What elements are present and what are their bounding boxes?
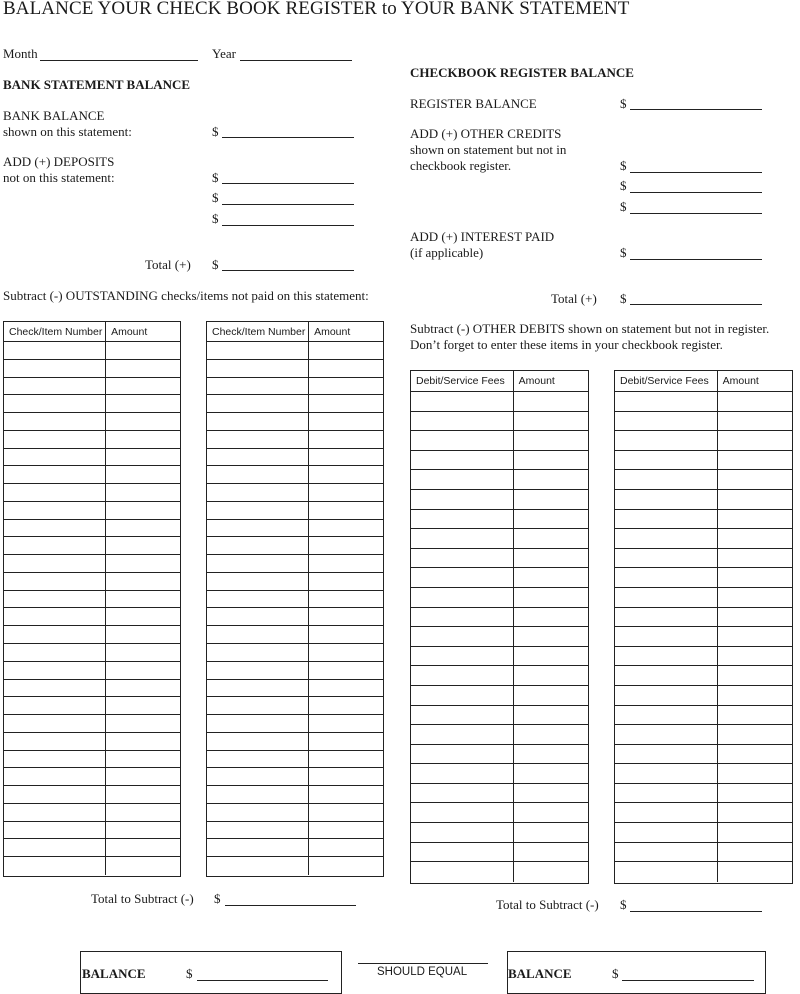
item-number-cell[interactable] bbox=[4, 573, 106, 591]
amount-cell[interactable] bbox=[309, 466, 383, 484]
bank-statement-heading: BANK STATEMENT BALANCE bbox=[3, 77, 191, 92]
item-number-cell[interactable] bbox=[411, 412, 514, 432]
item-number-cell[interactable] bbox=[615, 510, 718, 530]
credits-sublabel: shown on statement but not in bbox=[410, 142, 567, 157]
amount-cell[interactable] bbox=[309, 715, 383, 733]
column-header: Amount bbox=[106, 322, 180, 342]
amount-cell[interactable] bbox=[309, 573, 383, 591]
amount-cell[interactable] bbox=[309, 733, 383, 751]
amount-cell[interactable] bbox=[718, 529, 792, 549]
item-number-cell[interactable] bbox=[207, 608, 309, 626]
amount-cell[interactable] bbox=[514, 470, 588, 490]
outstanding-table-1 bbox=[3, 321, 181, 877]
amount-cell[interactable] bbox=[718, 764, 792, 784]
column-header: Debit/Service Fees bbox=[411, 371, 514, 392]
dollar-sign: $ bbox=[620, 897, 627, 912]
amount-cell[interactable] bbox=[718, 666, 792, 686]
deposit-field[interactable] bbox=[222, 225, 354, 226]
credits-sublabel-2: checkbook register. bbox=[410, 158, 512, 173]
item-number-cell[interactable] bbox=[207, 662, 309, 680]
amount-cell[interactable] bbox=[106, 644, 180, 662]
column-header: Amount bbox=[309, 322, 383, 342]
credit-field[interactable] bbox=[630, 172, 762, 173]
item-number-cell[interactable] bbox=[615, 823, 718, 843]
dollar-sign: $ bbox=[214, 891, 221, 906]
amount-cell[interactable] bbox=[106, 342, 180, 360]
item-number-cell[interactable] bbox=[207, 680, 309, 698]
amount-cell[interactable] bbox=[718, 803, 792, 823]
final-bank-balance-field[interactable] bbox=[197, 980, 328, 981]
amount-cell[interactable] bbox=[309, 697, 383, 715]
item-number-cell[interactable] bbox=[207, 626, 309, 644]
amount-cell[interactable] bbox=[514, 647, 588, 667]
item-number-cell[interactable] bbox=[207, 644, 309, 662]
item-number-cell[interactable] bbox=[411, 451, 514, 471]
item-number-cell[interactable] bbox=[4, 413, 106, 431]
register-total-subtract-field[interactable] bbox=[630, 911, 762, 912]
amount-cell[interactable] bbox=[718, 451, 792, 471]
dollar-sign: $ bbox=[212, 211, 219, 226]
amount-cell[interactable] bbox=[309, 751, 383, 769]
amount-cell[interactable] bbox=[106, 680, 180, 698]
item-number-cell[interactable] bbox=[4, 697, 106, 715]
bank-balance-label: BANK BALANCE bbox=[3, 108, 105, 123]
amount-cell[interactable] bbox=[718, 392, 792, 412]
item-number-cell[interactable] bbox=[615, 608, 718, 628]
amount-cell[interactable] bbox=[309, 449, 383, 467]
deposit-field[interactable] bbox=[222, 204, 354, 205]
credits-label: ADD (+) OTHER CREDITS bbox=[410, 126, 562, 141]
amount-cell[interactable] bbox=[514, 764, 588, 784]
amount-cell[interactable] bbox=[718, 608, 792, 628]
outstanding-table-2 bbox=[206, 321, 384, 877]
amount-cell[interactable] bbox=[514, 823, 588, 843]
amount-cell[interactable] bbox=[514, 510, 588, 530]
item-number-cell[interactable] bbox=[411, 490, 514, 510]
bank-total-subtract-field[interactable] bbox=[225, 905, 356, 906]
amount-cell[interactable] bbox=[718, 823, 792, 843]
item-number-cell[interactable] bbox=[4, 449, 106, 467]
register-total-field[interactable] bbox=[630, 304, 762, 305]
item-number-cell[interactable] bbox=[207, 715, 309, 733]
item-number-cell[interactable] bbox=[411, 784, 514, 804]
item-number-cell[interactable] bbox=[615, 529, 718, 549]
amount-cell[interactable] bbox=[309, 608, 383, 626]
amount-cell[interactable] bbox=[718, 490, 792, 510]
item-number-cell[interactable] bbox=[4, 395, 106, 413]
item-number-cell[interactable] bbox=[207, 733, 309, 751]
column-header: Amount bbox=[514, 371, 588, 392]
item-number-cell[interactable] bbox=[615, 627, 718, 647]
item-number-cell[interactable] bbox=[615, 686, 718, 706]
item-number-cell[interactable] bbox=[411, 568, 514, 588]
item-number-cell[interactable] bbox=[4, 591, 106, 609]
item-number-cell[interactable] bbox=[207, 520, 309, 538]
bank-balance-box bbox=[80, 951, 342, 994]
item-number-cell[interactable] bbox=[411, 529, 514, 549]
amount-cell[interactable] bbox=[106, 839, 180, 857]
amount-cell[interactable] bbox=[309, 413, 383, 431]
amount-cell[interactable] bbox=[514, 725, 588, 745]
amount-cell[interactable] bbox=[718, 412, 792, 432]
amount-cell[interactable] bbox=[309, 395, 383, 413]
amount-cell[interactable] bbox=[309, 555, 383, 573]
item-number-cell[interactable] bbox=[615, 862, 718, 882]
item-number-cell[interactable] bbox=[207, 573, 309, 591]
amount-cell[interactable] bbox=[309, 342, 383, 360]
item-number-cell[interactable] bbox=[4, 431, 106, 449]
register-balance-label: REGISTER BALANCE bbox=[410, 96, 537, 111]
item-number-cell[interactable] bbox=[615, 666, 718, 686]
item-number-cell[interactable] bbox=[4, 360, 106, 378]
item-number-cell[interactable] bbox=[411, 392, 514, 412]
amount-cell[interactable] bbox=[514, 431, 588, 451]
amount-cell[interactable] bbox=[718, 725, 792, 745]
item-number-cell[interactable] bbox=[4, 733, 106, 751]
register-balance-box bbox=[507, 951, 766, 994]
item-number-cell[interactable] bbox=[207, 413, 309, 431]
amount-cell[interactable] bbox=[514, 529, 588, 549]
item-number-cell[interactable] bbox=[4, 715, 106, 733]
amount-cell[interactable] bbox=[106, 360, 180, 378]
item-number-cell[interactable] bbox=[4, 662, 106, 680]
item-number-cell[interactable] bbox=[411, 470, 514, 490]
dollar-sign: $ bbox=[620, 291, 627, 306]
item-number-cell[interactable] bbox=[615, 490, 718, 510]
amount-cell[interactable] bbox=[718, 686, 792, 706]
item-number-cell[interactable] bbox=[615, 647, 718, 667]
item-number-cell[interactable] bbox=[411, 706, 514, 726]
amount-cell[interactable] bbox=[106, 484, 180, 502]
item-number-cell[interactable] bbox=[207, 342, 309, 360]
dollar-sign: $ bbox=[212, 124, 219, 139]
amount-cell[interactable] bbox=[309, 360, 383, 378]
interest-sublabel: (if applicable) bbox=[410, 245, 484, 260]
amount-cell[interactable] bbox=[106, 768, 180, 786]
item-number-cell[interactable] bbox=[411, 725, 514, 745]
debits-table-2 bbox=[614, 370, 793, 884]
column-header: Debit/Service Fees bbox=[615, 371, 718, 392]
year-field[interactable] bbox=[240, 60, 352, 61]
item-number-cell[interactable] bbox=[4, 804, 106, 822]
item-number-cell[interactable] bbox=[411, 608, 514, 628]
amount-cell[interactable] bbox=[718, 470, 792, 490]
year-label: Year bbox=[212, 46, 236, 61]
amount-cell[interactable] bbox=[106, 431, 180, 449]
bank-total-label: Total (+) bbox=[145, 257, 191, 272]
amount-cell[interactable] bbox=[106, 733, 180, 751]
amount-cell[interactable] bbox=[309, 626, 383, 644]
amount-cell[interactable] bbox=[106, 751, 180, 769]
dollar-sign: $ bbox=[186, 966, 193, 981]
item-number-cell[interactable] bbox=[207, 360, 309, 378]
item-number-cell[interactable] bbox=[411, 588, 514, 608]
amount-cell[interactable] bbox=[718, 843, 792, 863]
interest-field[interactable] bbox=[630, 259, 762, 260]
dollar-sign: $ bbox=[212, 190, 219, 205]
item-number-cell[interactable] bbox=[615, 412, 718, 432]
item-number-cell[interactable] bbox=[4, 484, 106, 502]
amount-cell[interactable] bbox=[514, 392, 588, 412]
bank-total-field[interactable] bbox=[222, 270, 354, 271]
item-number-cell[interactable] bbox=[207, 449, 309, 467]
item-number-cell[interactable] bbox=[615, 470, 718, 490]
amount-cell[interactable] bbox=[718, 706, 792, 726]
item-number-cell[interactable] bbox=[615, 764, 718, 784]
item-number-cell[interactable] bbox=[207, 502, 309, 520]
amount-cell[interactable] bbox=[309, 502, 383, 520]
item-number-cell[interactable] bbox=[207, 431, 309, 449]
item-number-cell[interactable] bbox=[615, 431, 718, 451]
amount-cell[interactable] bbox=[106, 786, 180, 804]
amount-cell[interactable] bbox=[309, 484, 383, 502]
item-number-cell[interactable] bbox=[615, 451, 718, 471]
item-number-cell[interactable] bbox=[615, 706, 718, 726]
item-number-cell[interactable] bbox=[4, 608, 106, 626]
amount-cell[interactable] bbox=[106, 857, 180, 875]
item-number-cell[interactable] bbox=[411, 803, 514, 823]
amount-cell[interactable] bbox=[309, 378, 383, 396]
balance-label: BALANCE bbox=[508, 966, 572, 981]
item-number-cell[interactable] bbox=[411, 862, 514, 882]
amount-cell[interactable] bbox=[106, 502, 180, 520]
item-number-cell[interactable] bbox=[4, 502, 106, 520]
amount-cell[interactable] bbox=[514, 843, 588, 863]
amount-cell[interactable] bbox=[514, 745, 588, 765]
amount-cell[interactable] bbox=[309, 680, 383, 698]
credit-field[interactable] bbox=[630, 213, 762, 214]
dollar-sign: $ bbox=[612, 966, 619, 981]
deposit-field[interactable] bbox=[222, 183, 354, 184]
amount-cell[interactable] bbox=[514, 490, 588, 510]
amount-cell[interactable] bbox=[718, 862, 792, 882]
amount-cell[interactable] bbox=[514, 686, 588, 706]
amount-cell[interactable] bbox=[309, 822, 383, 840]
amount-cell[interactable] bbox=[106, 822, 180, 840]
item-number-cell[interactable] bbox=[411, 666, 514, 686]
item-number-cell[interactable] bbox=[207, 555, 309, 573]
amount-cell[interactable] bbox=[106, 608, 180, 626]
item-number-cell[interactable] bbox=[615, 588, 718, 608]
amount-cell[interactable] bbox=[106, 413, 180, 431]
item-number-cell[interactable] bbox=[411, 431, 514, 451]
credit-field[interactable] bbox=[630, 192, 762, 193]
balance-label: BALANCE bbox=[82, 966, 146, 981]
amount-cell[interactable] bbox=[718, 431, 792, 451]
amount-cell[interactable] bbox=[106, 466, 180, 484]
amount-cell[interactable] bbox=[309, 786, 383, 804]
amount-cell[interactable] bbox=[309, 431, 383, 449]
item-number-cell[interactable] bbox=[4, 786, 106, 804]
item-number-cell[interactable] bbox=[411, 627, 514, 647]
amount-cell[interactable] bbox=[514, 608, 588, 628]
debits-table-1 bbox=[410, 370, 589, 884]
item-number-cell[interactable] bbox=[4, 839, 106, 857]
item-number-cell[interactable] bbox=[4, 857, 106, 875]
dollar-sign: $ bbox=[620, 178, 627, 193]
outstanding-instructions: Subtract (-) OUTSTANDING checks/items not paid on this statement: bbox=[3, 288, 369, 303]
item-number-cell[interactable] bbox=[615, 568, 718, 588]
item-number-cell[interactable] bbox=[207, 786, 309, 804]
amount-cell[interactable] bbox=[106, 555, 180, 573]
amount-cell[interactable] bbox=[718, 588, 792, 608]
amount-cell[interactable] bbox=[106, 573, 180, 591]
bank-total-subtract-label: Total to Subtract (-) bbox=[91, 891, 194, 906]
register-heading: CHECKBOOK REGISTER BALANCE bbox=[410, 65, 634, 80]
amount-cell[interactable] bbox=[106, 449, 180, 467]
amount-cell[interactable] bbox=[309, 857, 383, 875]
item-number-cell[interactable] bbox=[4, 342, 106, 360]
amount-cell[interactable] bbox=[718, 510, 792, 530]
item-number-cell[interactable] bbox=[207, 768, 309, 786]
item-number-cell[interactable] bbox=[207, 804, 309, 822]
register-total-label: Total (+) bbox=[551, 291, 597, 306]
column-header: Amount bbox=[718, 371, 792, 392]
amount-cell[interactable] bbox=[718, 745, 792, 765]
item-number-cell[interactable] bbox=[207, 537, 309, 555]
item-number-cell[interactable] bbox=[411, 745, 514, 765]
dollar-sign: $ bbox=[620, 96, 627, 111]
amount-cell[interactable] bbox=[309, 591, 383, 609]
amount-cell[interactable] bbox=[309, 520, 383, 538]
amount-cell[interactable] bbox=[514, 706, 588, 726]
page-title: BALANCE YOUR CHECK BOOK REGISTER to YOUR BANK STATEMENT bbox=[3, 0, 630, 19]
bank-balance-field[interactable] bbox=[222, 137, 354, 138]
dollar-sign: $ bbox=[620, 199, 627, 214]
item-number-cell[interactable] bbox=[411, 764, 514, 784]
item-number-cell[interactable] bbox=[4, 768, 106, 786]
item-number-cell[interactable] bbox=[207, 751, 309, 769]
item-number-cell[interactable] bbox=[207, 378, 309, 396]
amount-cell[interactable] bbox=[309, 537, 383, 555]
amount-cell[interactable] bbox=[514, 549, 588, 569]
amount-cell[interactable] bbox=[514, 803, 588, 823]
amount-cell[interactable] bbox=[718, 568, 792, 588]
amount-cell[interactable] bbox=[106, 804, 180, 822]
amount-cell[interactable] bbox=[718, 549, 792, 569]
amount-cell[interactable] bbox=[309, 644, 383, 662]
amount-cell[interactable] bbox=[106, 520, 180, 538]
equal-divider bbox=[358, 963, 488, 964]
should-equal-label: SHOULD EQUAL bbox=[377, 966, 468, 978]
item-number-cell[interactable] bbox=[411, 510, 514, 530]
dollar-sign: $ bbox=[212, 170, 219, 185]
item-number-cell[interactable] bbox=[4, 644, 106, 662]
interest-label: ADD (+) INTEREST PAID bbox=[410, 229, 555, 244]
item-number-cell[interactable] bbox=[411, 843, 514, 863]
amount-cell[interactable] bbox=[718, 627, 792, 647]
amount-cell[interactable] bbox=[106, 537, 180, 555]
item-number-cell[interactable] bbox=[615, 843, 718, 863]
dollar-sign: $ bbox=[620, 245, 627, 260]
amount-cell[interactable] bbox=[106, 378, 180, 396]
item-number-cell[interactable] bbox=[207, 839, 309, 857]
deposits-label: ADD (+) DEPOSITS bbox=[3, 154, 115, 169]
amount-cell[interactable] bbox=[106, 395, 180, 413]
amount-cell[interactable] bbox=[718, 784, 792, 804]
item-number-cell[interactable] bbox=[207, 591, 309, 609]
amount-cell[interactable] bbox=[514, 588, 588, 608]
item-number-cell[interactable] bbox=[615, 392, 718, 412]
amount-cell[interactable] bbox=[106, 697, 180, 715]
amount-cell[interactable] bbox=[309, 662, 383, 680]
item-number-cell[interactable] bbox=[411, 686, 514, 706]
item-number-cell[interactable] bbox=[207, 857, 309, 875]
amount-cell[interactable] bbox=[514, 412, 588, 432]
item-number-cell[interactable] bbox=[4, 555, 106, 573]
item-number-cell[interactable] bbox=[207, 484, 309, 502]
amount-cell[interactable] bbox=[514, 568, 588, 588]
debits-instructions-2: Don’t forget to enter these items in your checkbook register. bbox=[410, 337, 723, 352]
column-header: Check/Item Number bbox=[207, 322, 309, 342]
item-number-cell[interactable] bbox=[4, 626, 106, 644]
item-number-cell[interactable] bbox=[615, 725, 718, 745]
amount-cell[interactable] bbox=[106, 662, 180, 680]
amount-cell[interactable] bbox=[309, 768, 383, 786]
item-number-cell[interactable] bbox=[207, 466, 309, 484]
deposits-sublabel: not on this statement: bbox=[3, 170, 115, 185]
item-number-cell[interactable] bbox=[207, 697, 309, 715]
amount-cell[interactable] bbox=[718, 647, 792, 667]
item-number-cell[interactable] bbox=[4, 822, 106, 840]
amount-cell[interactable] bbox=[309, 839, 383, 857]
amount-cell[interactable] bbox=[309, 804, 383, 822]
item-number-cell[interactable] bbox=[4, 378, 106, 396]
column-header: Check/Item Number bbox=[4, 322, 106, 342]
item-number-cell[interactable] bbox=[615, 745, 718, 765]
amount-cell[interactable] bbox=[514, 627, 588, 647]
item-number-cell[interactable] bbox=[207, 822, 309, 840]
bank-balance-sublabel: shown on this statement: bbox=[3, 124, 132, 139]
dollar-sign: $ bbox=[212, 257, 219, 272]
item-number-cell[interactable] bbox=[411, 549, 514, 569]
amount-cell[interactable] bbox=[106, 626, 180, 644]
amount-cell[interactable] bbox=[106, 591, 180, 609]
register-balance-field[interactable] bbox=[630, 109, 762, 110]
item-number-cell[interactable] bbox=[411, 823, 514, 843]
month-field[interactable] bbox=[40, 60, 198, 61]
final-register-balance-field[interactable] bbox=[622, 980, 754, 981]
item-number-cell[interactable] bbox=[615, 784, 718, 804]
item-number-cell[interactable] bbox=[615, 803, 718, 823]
item-number-cell[interactable] bbox=[615, 549, 718, 569]
dollar-sign: $ bbox=[620, 158, 627, 173]
item-number-cell[interactable] bbox=[4, 537, 106, 555]
item-number-cell[interactable] bbox=[411, 647, 514, 667]
item-number-cell[interactable] bbox=[4, 680, 106, 698]
amount-cell[interactable] bbox=[514, 451, 588, 471]
item-number-cell[interactable] bbox=[4, 466, 106, 484]
item-number-cell[interactable] bbox=[4, 520, 106, 538]
item-number-cell[interactable] bbox=[207, 395, 309, 413]
amount-cell[interactable] bbox=[514, 862, 588, 882]
amount-cell[interactable] bbox=[514, 666, 588, 686]
debits-instructions: Subtract (-) OTHER DEBITS shown on statement but not in register. bbox=[410, 321, 770, 336]
item-number-cell[interactable] bbox=[4, 751, 106, 769]
amount-cell[interactable] bbox=[106, 715, 180, 733]
month-label: Month bbox=[3, 46, 38, 61]
amount-cell[interactable] bbox=[514, 784, 588, 804]
register-total-subtract-label: Total to Subtract (-) bbox=[496, 897, 599, 912]
